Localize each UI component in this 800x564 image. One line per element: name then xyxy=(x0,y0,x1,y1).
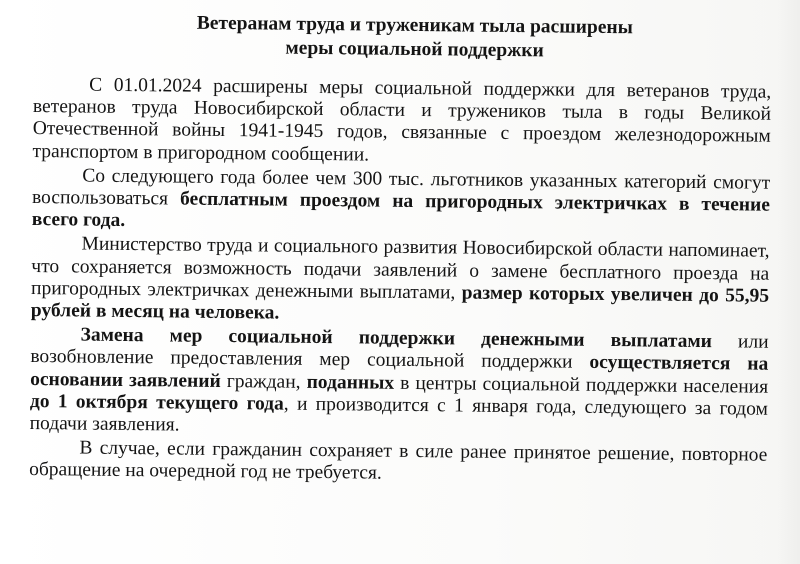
paragraph-4-bold-g: до 1 октября текущего года xyxy=(29,390,284,415)
paragraph-3-text: Министерство труда и социального развития Новосибирской области напоминает, что сохраняется возможность подачи заявлений о замене бесплатного проезда на пригородных электричках денежными выплатами, xyxy=(30,233,770,304)
paragraph-1: С 01.01.2024 расширены меры социальной поддержки для ветеранов труда, ветеранов труда Новосибирской области и тружеников тыла в годы Великой Отечественной войны 1941-1945 годов, связанные с проездом железнодорожным транспортом в пригородном сообщении. xyxy=(32,74,772,166)
title-line-2: меры социальной поддержки xyxy=(285,37,544,62)
paragraph-4-text-f: в центры социальной поддержки населения xyxy=(394,372,769,398)
paragraph-4-text-h: , и производится с 1 января года, следующего за годом подачи заявления. xyxy=(29,393,768,436)
document-title xyxy=(33,10,771,66)
paragraph-5: В случае, если гражданин сохраняет в силе ранее принятое решение, повторное обращение на очередной год не требуется. xyxy=(29,437,768,485)
paragraph-4-bold-e: поданных xyxy=(306,371,395,394)
title-line-1: Ветеранам труда и труженикам тыла расширены xyxy=(196,12,634,39)
paragraph-4-text-b: или возобновление предоставления мер социальной поддержки xyxy=(30,331,769,374)
paragraph-4 xyxy=(30,324,769,443)
paragraph-4-text-d: граждан, xyxy=(220,370,307,393)
paragraph-3 xyxy=(31,233,770,330)
paragraph-2 xyxy=(32,165,771,239)
document-body xyxy=(29,10,772,491)
paragraph-4-bold-c: осуществляется на основании заявлений xyxy=(30,352,769,392)
paragraph-2-bold: бесплатным проездом на пригородных электричках в течение всего года. xyxy=(31,188,771,232)
page-edge-shadow xyxy=(776,0,800,564)
paragraph-3-bold: размер которых увеличен до 55,95 рублей в месяц на человека. xyxy=(30,282,770,324)
paragraph-2-text: Со следующего года более чем 300 тыс. льготников указанных категорий смогут воспользоваться xyxy=(31,165,771,210)
paragraph-4-bold-a: Замена мер социальной поддержки денежными выплатами xyxy=(80,324,713,353)
